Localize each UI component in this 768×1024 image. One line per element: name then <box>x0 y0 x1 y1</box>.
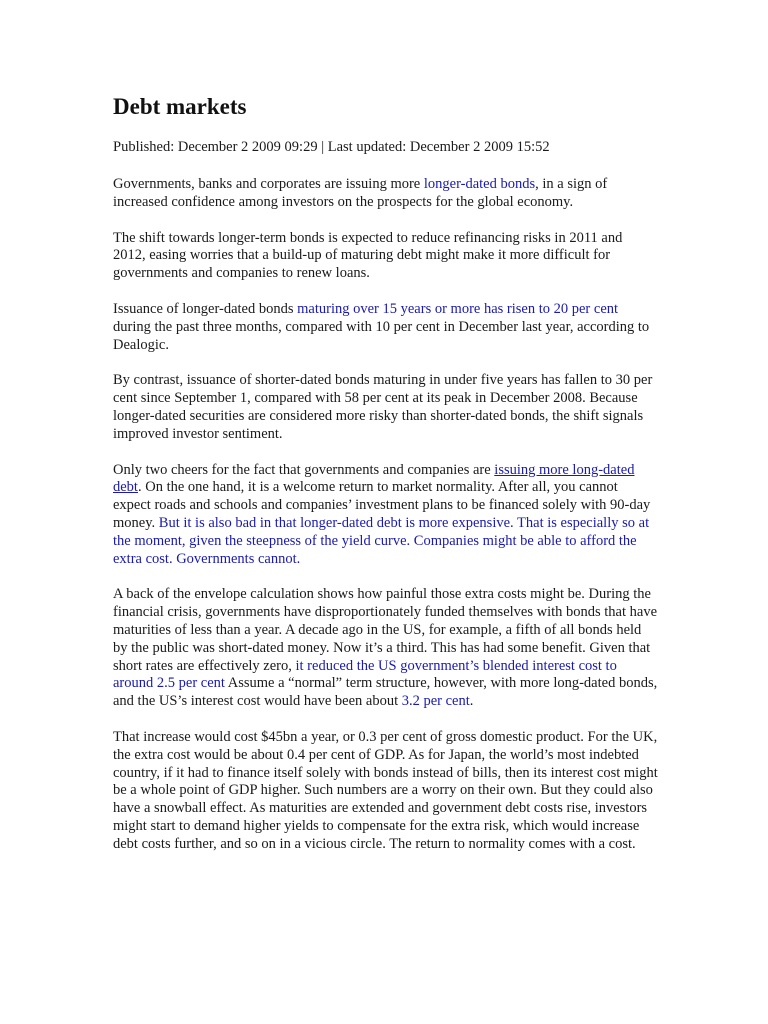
p1-text-a: Governments, banks and corporates are issuing more <box>113 176 424 192</box>
p6-text-b: Assume a “normal” term structure, however, with more long-dated bonds, and the US’s interest cost would have been about <box>113 675 658 710</box>
paragraph-7: That increase would cost $45bn a year, or 0.3 per cent of gross domestic product. For the UK, the extra cost would be about 0.4 per cent of GDP. As for Japan, the world’s most indebted country, if it had to finance itself solely with bonds instead of bills, then its interest cost might be a whole point of GDP higher. Such numbers are a worry on their own. But they could also have a snowball effect. As maturities are extended and government debt costs rise, investors might start to demand higher yields to compensate for the extra risk, which would increase debt costs further, and so on in a vicious circle. The return to normality comes with a cost. <box>113 728 658 852</box>
link-longer-dated-bonds[interactable]: longer-dated bonds <box>423 176 536 192</box>
link-3-2-per-cent[interactable]: 3.2 per cent <box>401 693 470 710</box>
article-title: Debt markets <box>113 94 247 119</box>
link-maturing-over-15-years[interactable]: maturing over 15 years or more has risen to 20 per cent <box>297 300 619 317</box>
p5-highlighted-text: But it is also bad in that longer-dated debt is more expensive. That is especially so at the moment, given the steepness of the yield curve. Companies might be able to afford the extra cost. Governments cannot. <box>113 514 650 567</box>
paragraph-3 <box>113 301 658 354</box>
paragraph-1 <box>113 176 658 212</box>
paragraph-2: The shift towards longer-term bonds is expected to reduce refinancing risks in 2011 and 2012, easing worries that a build-up of maturing debt might make it more difficult for governments and companies to renew loans. <box>113 229 623 282</box>
paragraph-6 <box>113 586 658 711</box>
p1-text-b: , in a sign of increased confidence among investors on the prospects for the global economy. <box>113 176 608 210</box>
p3-text-a: Issuance of longer-dated bonds <box>113 300 298 317</box>
p6-text-a: A back of the envelope calculation shows how painful those extra costs might be. During the financial crisis, governments have disproportionately funded themselves with bonds that have maturities of less than a year. A decade ago in the US, for example, a fifth of all bonds held by the public was short-dated money. Now it’s a third. This has had some benefit. Given that short rates are effectively zero, <box>113 586 658 674</box>
link-issuing-more-long-dated-debt[interactable]: issuing more long-dated debt <box>113 461 635 496</box>
paragraph-5 <box>113 462 658 569</box>
publication-meta: Published: December 2 2009 09:29 | Last updated: December 2 2009 15:52 <box>113 139 550 155</box>
paragraph-4: By contrast, issuance of shorter-dated bonds maturing in under five years has fallen to 30 per cent since September 1, compared with 58 per cent at its peak in December 2008. Because longer-dated securities are considered more risky than shorter-dated bonds, the shift signals improved investor sentiment. <box>113 372 653 442</box>
p3-text-b: during the past three months, compared with 10 per cent in December last year, according to Dealogic. <box>113 318 650 353</box>
link-blended-interest-cost[interactable]: it reduced the US government’s blended interest cost to around 2.5 per cent <box>113 657 617 692</box>
p5-text-a: Only two cheers for the fact that governments and companies are <box>113 461 495 478</box>
p6-text-c: . <box>469 693 474 710</box>
p5-text-b: . On the one hand, it is a welcome return to market normality. After all, you cannot expect roads and schools and companies’ investment plans to be financed solely with 90-day money. <box>113 479 651 531</box>
